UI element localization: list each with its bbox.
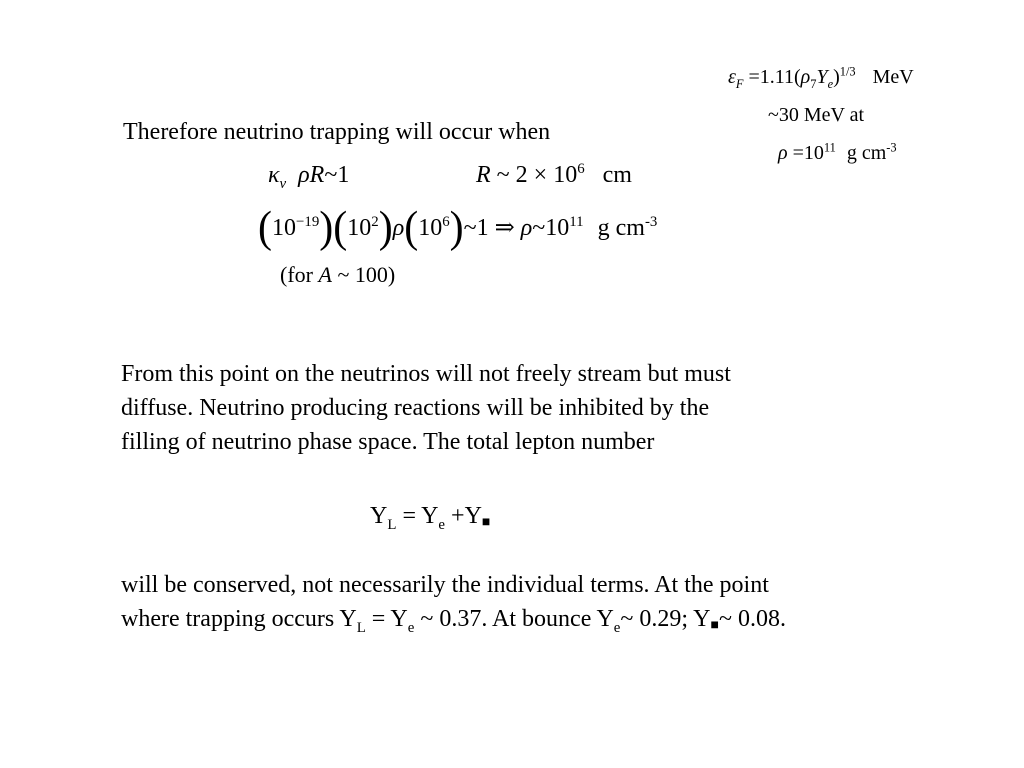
- line-text: where trapping occurs Y: [121, 606, 357, 632]
- lepton-subscript: L: [356, 619, 366, 636]
- equals-ye: = Y: [396, 503, 439, 529]
- radius-exponent: 6: [577, 161, 585, 177]
- ye-symbol: Y: [816, 66, 828, 88]
- kappa-subscript: ν: [279, 175, 287, 192]
- rho-symbol: ρ: [298, 162, 310, 188]
- intro-text: Therefore neutrino trapping will occur when: [123, 119, 551, 145]
- lepton-y: Y: [370, 503, 388, 529]
- electron-subscript: e: [613, 619, 621, 636]
- paragraph-line: diffuse. Neutrino producing reactions will be inhibited by the: [121, 395, 710, 421]
- line-text: = Y: [365, 606, 408, 632]
- implies-text: ~1 ⇒: [463, 215, 521, 241]
- mass-exponent: 2: [371, 214, 379, 230]
- opacity-exponent: −19: [296, 214, 320, 230]
- density-unit-exponent: -3: [886, 140, 897, 155]
- fermi-coefficient: =1.11(: [748, 66, 801, 88]
- missing-glyph-icon: ■: [710, 618, 719, 633]
- line-text: ~ 0.29; Y: [620, 606, 711, 632]
- mass-factor: 10: [347, 215, 372, 241]
- epsilon-subscript: F: [735, 77, 744, 91]
- lepton-subscript: L: [387, 516, 397, 533]
- open-paren: (: [258, 203, 272, 253]
- paragraph-line: will be conserved, not necessarily the individual terms. At the point: [121, 572, 769, 598]
- radius-equation: [476, 162, 632, 189]
- fermi-exponent: 1/3: [839, 64, 856, 79]
- fermi-energy-line: [728, 66, 914, 89]
- mass-number-note: [280, 262, 395, 288]
- density-result-unit: g cm: [597, 215, 645, 241]
- density-result-unit-exponent: -3: [644, 214, 658, 230]
- fermi-density-line: [778, 142, 897, 165]
- density-exponent: 11: [823, 140, 836, 155]
- density-derivation-equation: [258, 204, 657, 252]
- opacity-coefficient: 10: [272, 215, 296, 241]
- close-paren: ): [449, 203, 464, 253]
- rho-symbol: ρ: [392, 215, 405, 241]
- conservation-paragraph: [121, 568, 786, 643]
- ye-subscript: e: [827, 77, 834, 91]
- kappa-symbol: κ: [268, 162, 280, 188]
- rho-subscript: 7: [810, 77, 817, 91]
- fermi-unit: MeV: [872, 66, 914, 88]
- rho-symbol: ρ: [778, 142, 788, 164]
- density-unit: g cm: [846, 142, 887, 164]
- radius-symbol: R: [309, 162, 325, 188]
- radius-symbol: R: [476, 162, 491, 188]
- radius-exponent: 6: [442, 214, 450, 230]
- diffusion-paragraph: [121, 357, 731, 459]
- electron-subscript: e: [438, 516, 446, 533]
- paragraph-line: [121, 602, 786, 643]
- condition-value: ~1: [324, 162, 350, 188]
- open-paren: (: [404, 203, 419, 253]
- close-paren: ): [319, 203, 334, 253]
- note-prefix: (for: [280, 262, 319, 287]
- radius-unit: cm: [602, 162, 632, 188]
- radius-factor: 10: [418, 215, 443, 241]
- fermi-value-line: ~30 MeV at: [768, 104, 864, 126]
- missing-glyph-icon: ■: [481, 515, 491, 530]
- density-result: ~10: [532, 215, 570, 241]
- density-value: =10: [792, 142, 824, 164]
- plus-y: +Y: [445, 503, 482, 529]
- rho-symbol: ρ: [520, 215, 533, 241]
- line-text: ~ 0.08.: [718, 606, 786, 632]
- note-suffix: ~ 100): [331, 262, 396, 287]
- fermi-close-paren: ): [833, 66, 840, 88]
- density-result-exponent: 11: [569, 214, 584, 230]
- epsilon-symbol: ε: [728, 66, 736, 88]
- radius-value: ~ 2 × 10: [496, 162, 578, 188]
- lepton-number-equation: [370, 503, 490, 531]
- paragraph-line: filling of neutrino phase space. The total lepton number: [121, 429, 655, 455]
- rho-symbol: ρ: [800, 66, 811, 88]
- electron-subscript: e: [407, 619, 415, 636]
- trapping-condition-equation: [268, 162, 350, 192]
- mass-number-symbol: A: [318, 262, 332, 287]
- open-paren: (: [333, 203, 348, 253]
- close-paren: ): [378, 203, 393, 253]
- paragraph-line: From this point on the neutrinos will not freely stream but must: [121, 361, 731, 387]
- line-text: ~ 0.37. At bounce Y: [414, 606, 614, 632]
